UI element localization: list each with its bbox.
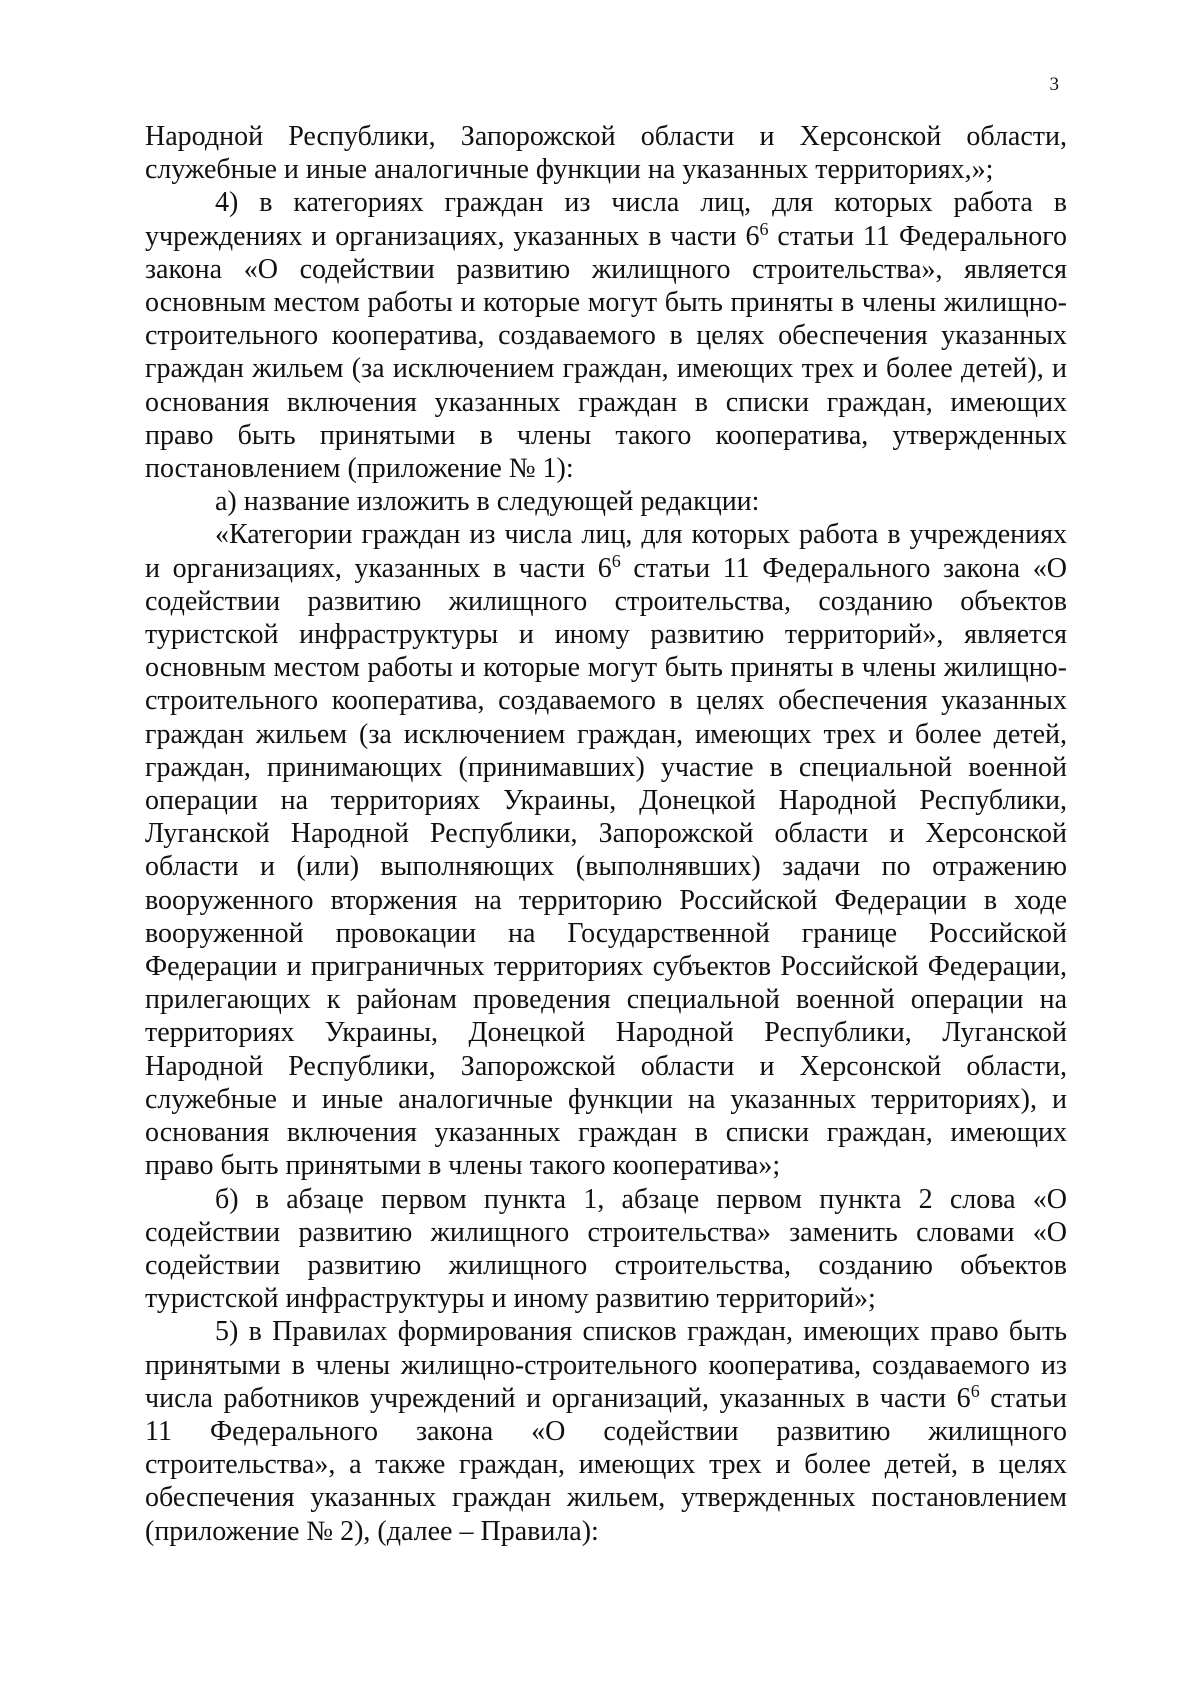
paragraph-text: а) название изложить в следующей редакции: xyxy=(215,486,760,518)
paragraph-text-tail: статьи 11 Федерального закона «О содействии развитию жилищного строительства», является основным местом работы и которые могут быть приняты в члены жилищно-строительного кооператива, создаваемого в целях обеспечения указанных граждан жильем (за исключением граждан, имеющих трех и более детей), и основания включения указанных граждан в списки граждан, имеющих право быть принятыми в члены такого кооператива, утвержденных постановлением (приложение № 1): xyxy=(145,220,1068,485)
paragraph-quoted-title xyxy=(145,518,1067,1182)
paragraph-text-tail: статьи 11 Федерального закона «О содействии развитию жилищного строительства», а также граждан, имеющих трех и более детей, в целях обеспечения указанных граждан жильем, утвержденных постановлением (приложение № 2), (далее – Правила): xyxy=(145,1382,1067,1547)
paragraph-item-4 xyxy=(145,186,1067,485)
paragraph-text: б) в абзаце первом пункта 1, абзаце первом пункта 2 слова «О содействии развитию жилищного строительства» заменить словами «О содействии развитию жилищного строительства, созданию объектов туристской инфраструктуры и иному развитию территорий»; xyxy=(145,1183,1067,1315)
paragraph-text: Народной Республики, Запорожской области и Херсонской области, служебные и иные аналогичные функции на указанных территориях,»; xyxy=(145,121,1067,186)
paragraph-text: 5) в Правилах формирования списков граждан, имеющих право быть принятыми в члены жилищно-строительного кооператива, создаваемого из числа работников учреждений и организаций, указанных в части 6 xyxy=(145,1316,1067,1414)
document-body xyxy=(145,120,1067,1548)
paragraph-item-4a xyxy=(145,485,1067,518)
paragraph-text: «Категории граждан из числа лиц, для которых работа в учреждениях и организациях, указанных в части 6 xyxy=(145,519,1067,584)
superscript: 6 xyxy=(759,218,769,239)
page-number: 3 xyxy=(1049,74,1059,95)
superscript: 6 xyxy=(611,550,621,571)
paragraph-continuation xyxy=(145,120,1067,186)
paragraph-item-4b xyxy=(145,1183,1067,1316)
paragraph-item-5 xyxy=(145,1315,1067,1547)
superscript: 6 xyxy=(970,1380,980,1401)
paragraph-text: 4) в категориях граждан из числа лиц, для которых работа в учреждениях и организациях, указанных в части 6 xyxy=(145,187,1067,252)
paragraph-text-tail: статьи 11 Федерального закона «О содействии развитию жилищного строительства, созданию объектов туристской инфраструктуры и иному развитию территорий», является основным местом работы и которые могут быть приняты в члены жилищно-строительного кооператива, создаваемого в целях обеспечения указанных граждан жильем (за исключением граждан, имеющих трех и более детей, граждан, принимающих (принимавших) участие в специальной военной операции на территориях Украины, Донецкой Народной Республики, Луганской Народной Республики, Запорожской области и Херсонской области и (или) выполняющих (выполнявших) задачи по отражению вооруженного вторжения на территорию Российской Федерации в ходе вооруженной провокации на Государственной границе Российской Федерации и приграничных территориях субъектов Российской Федерации, прилегающих к районам проведения специальной военной операции на территориях Украины, Донецкой Народной Республики, Луганской Народной Республики, Запорожской области и Херсонской области, служебные и иные аналогичные функции на указанных территориях), и основания включения указанных граждан в списки граждан, имеющих право быть принятыми в члены такого кооператива»; xyxy=(145,552,1067,1182)
